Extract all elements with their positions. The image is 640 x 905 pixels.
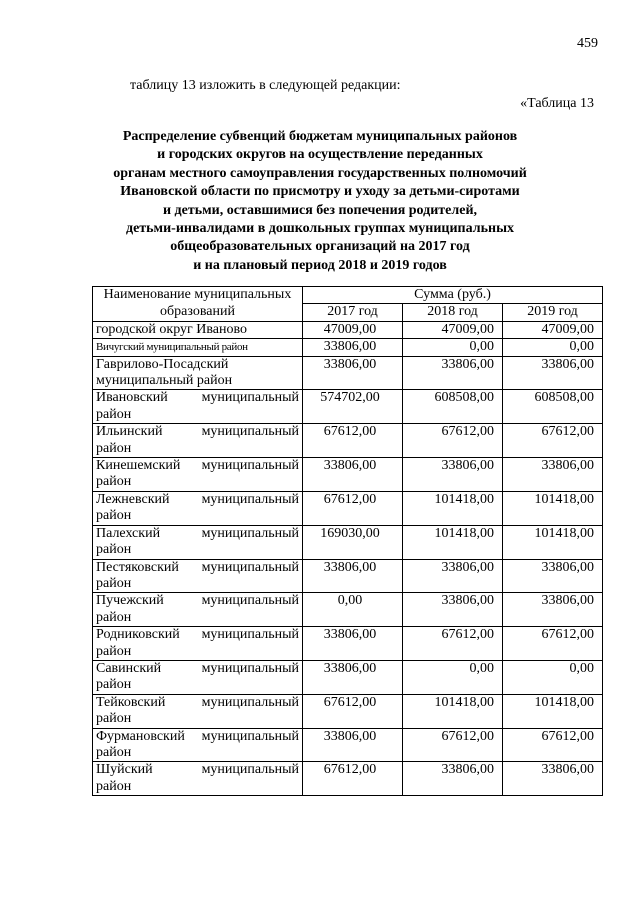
table-row <box>93 390 603 424</box>
municipality-name-line: Ильинский муниципальный <box>96 424 299 440</box>
amount-cell: 67612,00 <box>303 762 403 796</box>
table-row <box>93 491 603 525</box>
municipality-header-cont: образований <box>93 304 303 321</box>
amount-cell: 0,00 <box>403 339 503 356</box>
municipality-name-line: район <box>96 474 132 490</box>
amount-cell: 33806,00 <box>403 356 503 390</box>
municipality-name-line: Тейковский муниципальный <box>96 694 299 710</box>
amount-cell: 33806,00 <box>303 627 403 661</box>
table-row <box>93 424 603 458</box>
title-line: и детьми, оставшимися без попечения родителей, <box>162 202 478 218</box>
table-row <box>93 356 603 390</box>
municipality-name-line: Фурмановский муниципальный <box>96 728 299 744</box>
amount-cell: 101418,00 <box>503 491 603 525</box>
amount-cell: 67612,00 <box>503 627 603 661</box>
municipality-name-line: муниципальный район <box>96 373 233 389</box>
table-row <box>93 660 603 694</box>
title-line: и городских округов на осуществление переданных <box>157 147 483 163</box>
table-row <box>93 762 603 796</box>
municipality-name-line: район <box>96 609 132 625</box>
amount-cell: 33806,00 <box>503 356 603 390</box>
title-line: органам местного самоуправления государственных полномочий <box>113 165 527 181</box>
year-header: 2017 год <box>303 304 403 321</box>
amount-cell: 33806,00 <box>303 728 403 762</box>
table-row <box>93 321 603 338</box>
table-label: «Таблица 13 <box>520 96 594 111</box>
amount-cell: 101418,00 <box>403 491 503 525</box>
municipality-name: городской округ Иваново <box>93 321 303 338</box>
amount-cell: 33806,00 <box>503 762 603 796</box>
amount-cell: 67612,00 <box>403 728 503 762</box>
municipality-name <box>93 593 303 627</box>
municipality-name-line: Шуйский муниципальный <box>96 762 299 778</box>
amount-cell: 169030,00 <box>303 525 403 559</box>
amount-cell: 0,00 <box>303 593 403 627</box>
title-line: общеобразовательных организаций на 2017 год <box>170 239 470 255</box>
municipality-name-line: район <box>96 744 132 760</box>
municipality-name: Вичугский муниципальный район <box>93 339 303 356</box>
municipality-name-line: район <box>96 778 132 794</box>
amount-cell: 33806,00 <box>303 339 403 356</box>
municipality-name-line: Лежневский муниципальный <box>96 491 299 507</box>
municipality-name <box>93 491 303 525</box>
amount-cell: 33806,00 <box>503 593 603 627</box>
amount-cell: 67612,00 <box>503 424 603 458</box>
municipality-name <box>93 424 303 458</box>
amount-cell: 67612,00 <box>303 424 403 458</box>
municipality-name-line: Палехский муниципальный <box>96 525 299 541</box>
amount-cell: 67612,00 <box>503 728 603 762</box>
amount-cell: 574702,00 <box>303 390 403 424</box>
municipality-name <box>93 660 303 694</box>
municipality-name <box>93 458 303 492</box>
municipality-name-line: район <box>96 542 132 558</box>
table-row <box>93 458 603 492</box>
amount-cell: 47009,00 <box>503 321 603 338</box>
page-number: 459 <box>577 36 598 51</box>
table-row <box>93 525 603 559</box>
table-header-row <box>93 304 603 321</box>
amount-cell: 67612,00 <box>303 491 403 525</box>
amount-cell: 608508,00 <box>403 390 503 424</box>
amount-cell: 0,00 <box>503 339 603 356</box>
amount-cell: 33806,00 <box>303 660 403 694</box>
table-body <box>93 321 603 795</box>
municipality-name <box>93 627 303 661</box>
municipality-name-line: Гаврилово-Посадский <box>96 356 229 372</box>
municipality-name <box>93 390 303 424</box>
sum-header: Сумма (руб.) <box>303 287 603 304</box>
municipality-name-line: Пучежский муниципальный <box>96 593 299 609</box>
municipality-name <box>93 525 303 559</box>
municipality-header: Наименование муниципальных <box>93 287 303 304</box>
municipality-name-line: Ивановский муниципальный <box>96 390 299 406</box>
municipality-name-line: Кинешемский муниципальный <box>96 458 299 474</box>
document-title <box>70 128 570 275</box>
municipality-name-line: район <box>96 508 132 524</box>
year-header: 2018 год <box>403 304 503 321</box>
amount-cell: 101418,00 <box>403 525 503 559</box>
amount-cell: 0,00 <box>503 660 603 694</box>
amount-cell: 33806,00 <box>303 356 403 390</box>
table-row <box>93 339 603 356</box>
amount-cell: 47009,00 <box>303 321 403 338</box>
amount-cell: 101418,00 <box>403 694 503 728</box>
table-row <box>93 559 603 593</box>
amount-cell: 33806,00 <box>403 762 503 796</box>
amount-cell: 47009,00 <box>403 321 503 338</box>
table-header-row <box>93 287 603 304</box>
municipality-name <box>93 559 303 593</box>
table-row <box>93 694 603 728</box>
municipality-name-line: Савинский муниципальный <box>96 660 299 676</box>
amount-cell: 33806,00 <box>403 458 503 492</box>
municipality-name-line: Пестяковский муниципальный <box>96 559 299 575</box>
municipality-name-line: район <box>96 575 132 591</box>
title-line: Распределение субвенций бюджетам муниципальных районов <box>122 129 518 144</box>
intro-text: таблицу 13 изложить в следующей редакции: <box>130 78 401 93</box>
amount-cell: 608508,00 <box>503 390 603 424</box>
municipality-name-line: район <box>96 677 132 693</box>
year-header: 2019 год <box>503 304 603 321</box>
municipality-name <box>93 694 303 728</box>
municipality-name <box>93 762 303 796</box>
amount-cell: 0,00 <box>403 660 503 694</box>
amount-cell: 33806,00 <box>503 559 603 593</box>
amount-cell: 33806,00 <box>303 458 403 492</box>
amount-cell: 67612,00 <box>403 424 503 458</box>
municipality-name-line: район <box>96 711 132 727</box>
title-line: Ивановской области по присмотру и уходу за детьми-сиротами <box>120 184 520 200</box>
amount-cell: 33806,00 <box>503 458 603 492</box>
table-row <box>93 627 603 661</box>
title-line: и на плановый период 2018 и 2019 годов <box>193 257 447 273</box>
amount-cell: 33806,00 <box>403 559 503 593</box>
amount-cell: 33806,00 <box>403 593 503 627</box>
municipality-name-line: район <box>96 406 132 422</box>
table-row <box>93 728 603 762</box>
municipality-name <box>93 356 303 390</box>
amount-cell: 33806,00 <box>303 559 403 593</box>
amount-cell: 67612,00 <box>403 627 503 661</box>
amount-cell: 101418,00 <box>503 694 603 728</box>
municipality-name-line: Родниковский муниципальный <box>96 627 299 643</box>
table-row <box>93 593 603 627</box>
amount-cell: 67612,00 <box>303 694 403 728</box>
amount-cell: 101418,00 <box>503 525 603 559</box>
title-line: детьми-инвалидами в дошкольных группах муниципальных <box>125 221 514 237</box>
municipality-name-line: район <box>96 643 132 659</box>
municipality-name-line: район <box>96 440 132 456</box>
municipality-name <box>93 728 303 762</box>
subsidy-table <box>92 286 603 796</box>
